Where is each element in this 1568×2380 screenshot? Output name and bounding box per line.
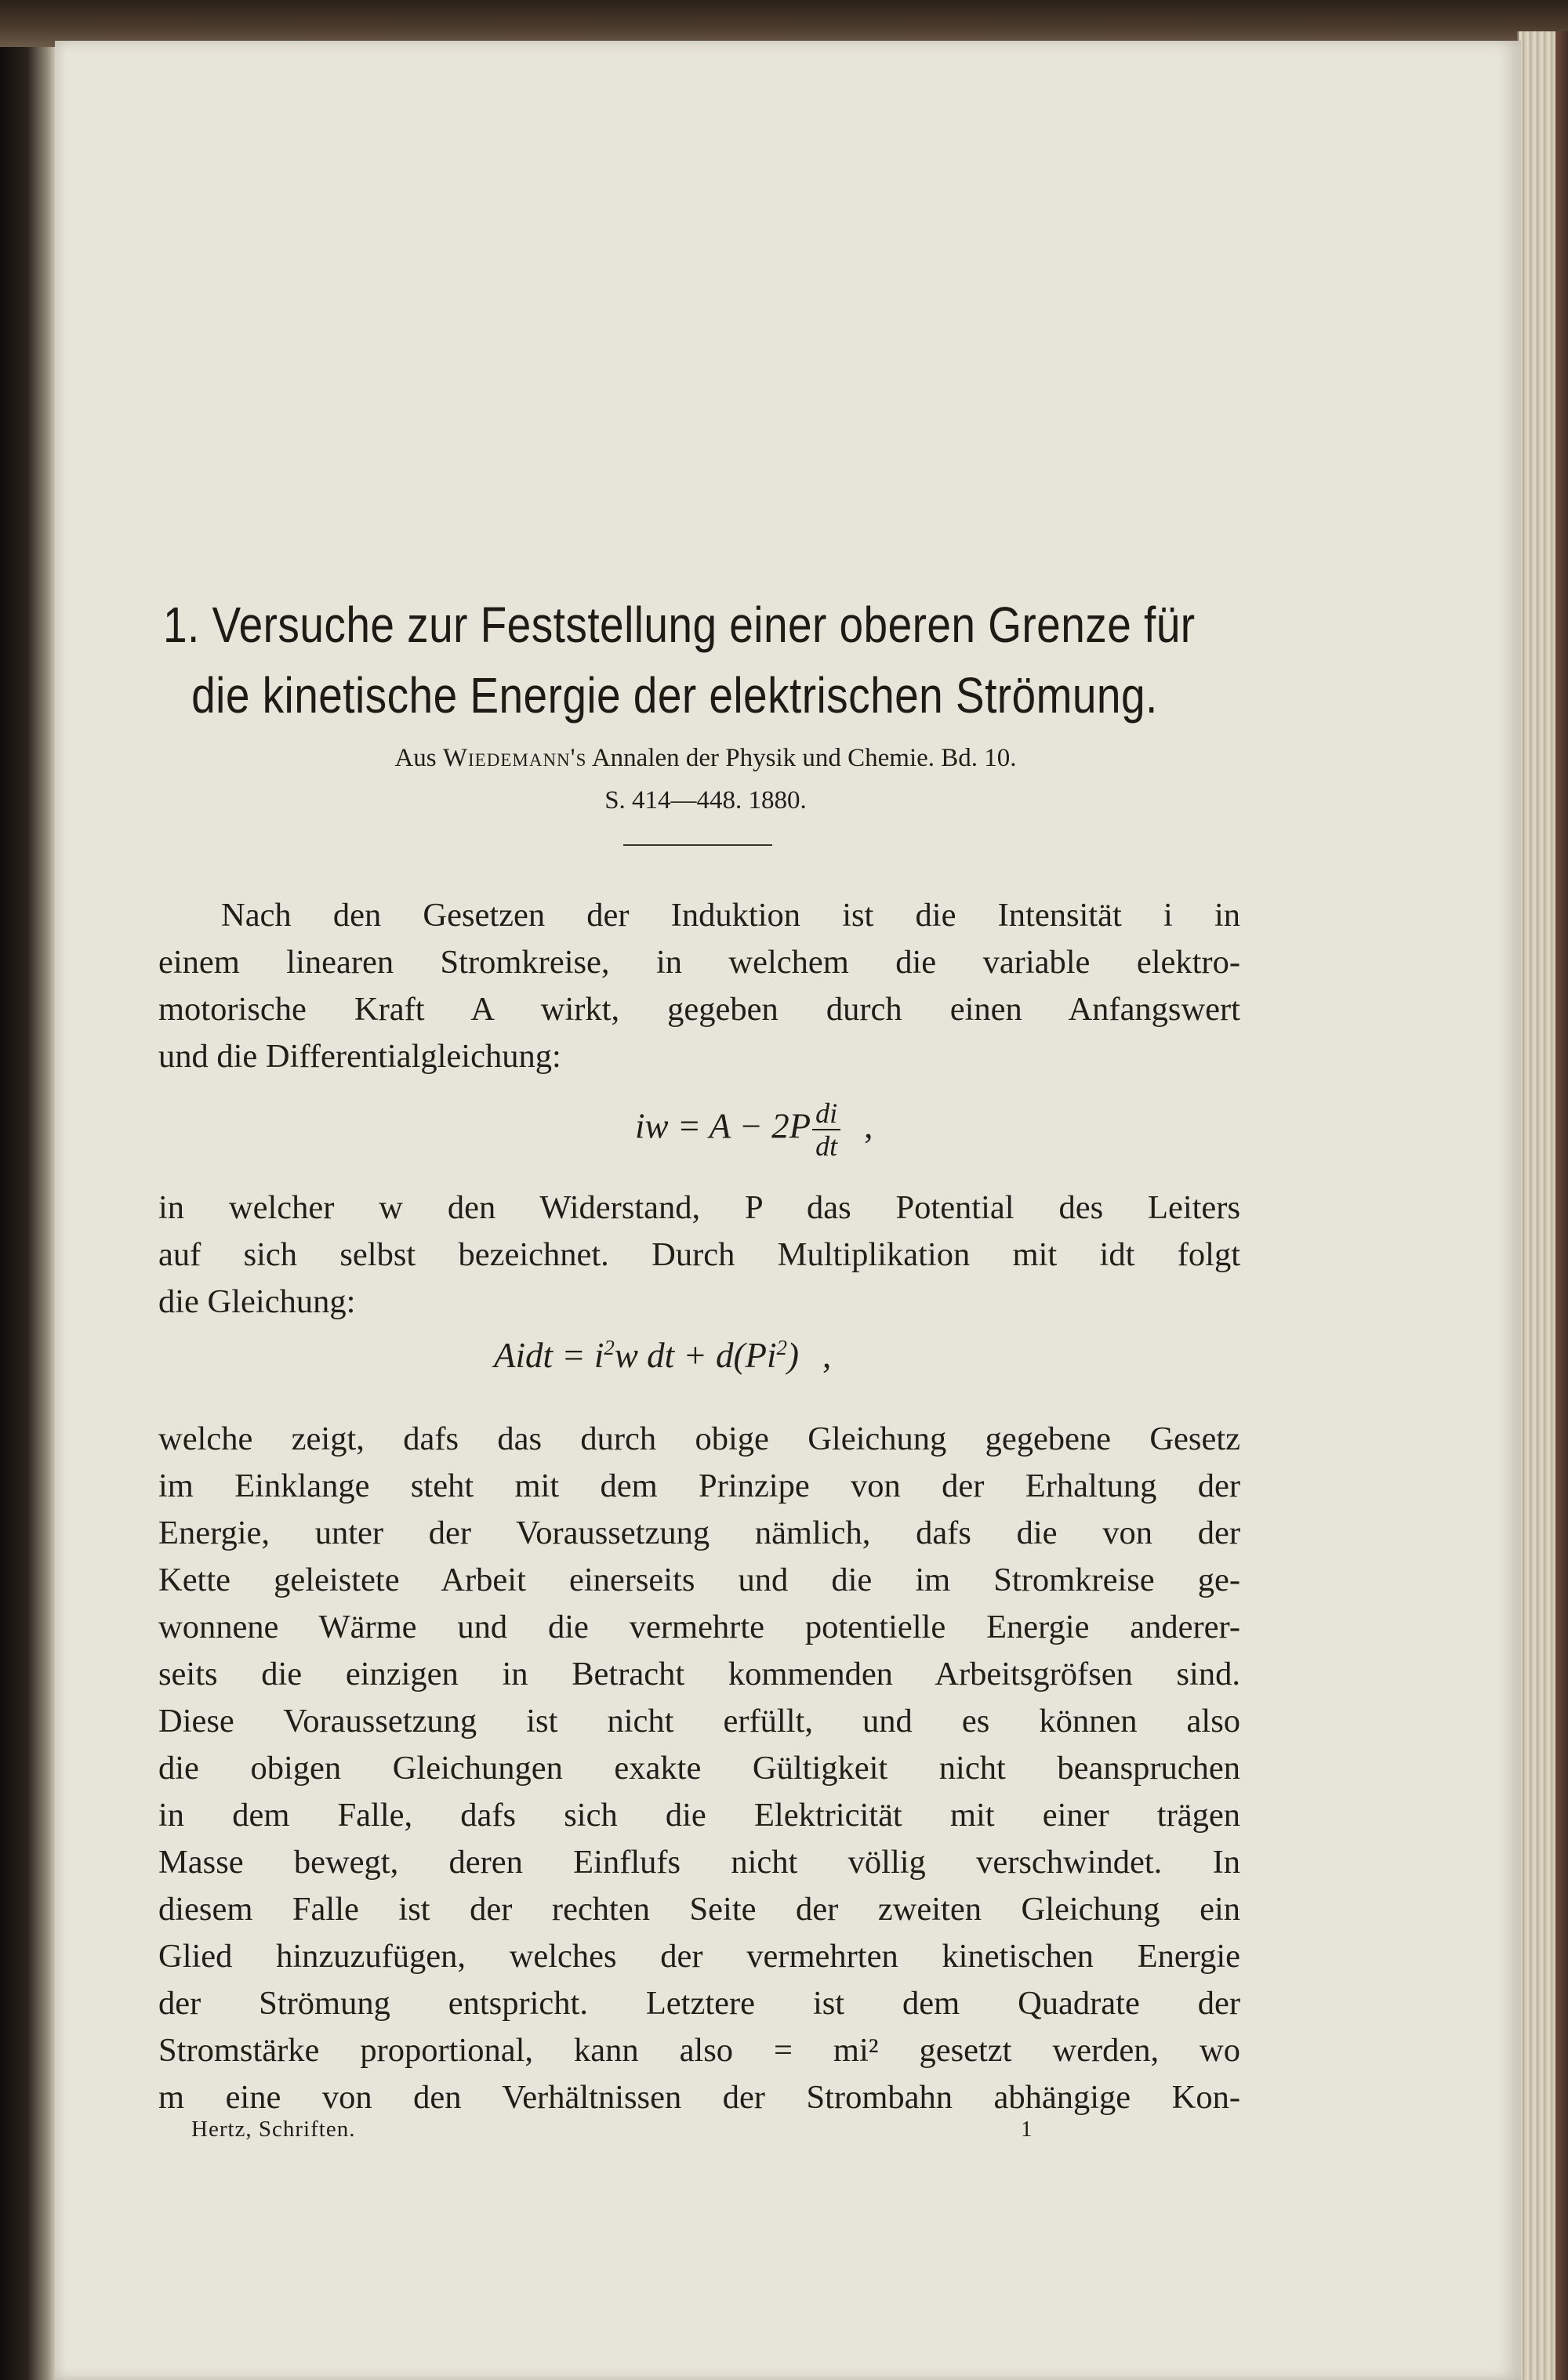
title-line-1: 1. Versuche zur Feststellung einer oberen Grenze für xyxy=(163,597,1196,653)
equation-1-comma: , xyxy=(864,1106,873,1146)
text-line: und die Differentialgleichung: xyxy=(158,1038,561,1075)
section-divider xyxy=(623,844,772,846)
equation-2 xyxy=(494,1335,831,1376)
footer-running-title: Hertz, Schriften. xyxy=(191,2117,356,2142)
text-line: motorische Kraft A wirkt, gegeben durch einen Anfangswert xyxy=(158,991,1240,1028)
text-line: Kette geleistete Arbeit einerseits und die im Stromkreise ge- xyxy=(158,1562,1240,1598)
paragraph-1 xyxy=(158,892,1240,1080)
paragraph-3 xyxy=(158,1416,1240,2121)
equation-2-exponent: 2 xyxy=(604,1336,615,1359)
text-line: die Gleichung: xyxy=(158,1283,356,1320)
source-line-2: S. 414—448. 1880. xyxy=(604,786,807,814)
paragraph-2 xyxy=(158,1185,1240,1326)
text-line: wonnene Wärme und die vermehrte potentielle Energie anderer- xyxy=(158,1609,1240,1645)
text-line: seits die einzigen in Betracht kommenden Arbeitsgröfsen sind. xyxy=(158,1656,1240,1692)
book-spine-shadow xyxy=(0,47,55,2380)
text-line: Stromstärke proportional, kann also = mi² gesetzt werden, wo xyxy=(158,2032,1240,2069)
text-line: Nach den Gesetzen der Induktion ist die Intensität i in xyxy=(221,897,1240,934)
equation-2-comma: , xyxy=(822,1336,832,1375)
equation-2-part: w dt + d(Pi xyxy=(614,1336,777,1375)
text-line: Glied hinzuzufügen, welches der vermehrten kinetischen Energie xyxy=(158,1938,1240,1975)
text-line: der Strömung entspricht. Letztere ist dem Quadrate der xyxy=(158,1985,1240,2022)
text-line: in dem Falle, dafs sich die Elektricität mit einer trägen xyxy=(158,1797,1240,1834)
equation-1-lhs: iw = A − 2P xyxy=(635,1106,811,1146)
source-author: Wiedemann's xyxy=(442,744,587,772)
text-line: im Einklange steht mit dem Prinzipe von der Erhaltung der xyxy=(158,1468,1240,1504)
text-line: auf sich selbst bezeichnet. Durch Multiplikation mit idt folgt xyxy=(158,1236,1240,1273)
fraction-numerator: di xyxy=(812,1097,840,1130)
footer-signature-mark: 1 xyxy=(1021,2117,1033,2142)
text-line: Energie, unter der Voraussetzung nämlich, dafs die von der xyxy=(158,1515,1240,1551)
equation-2-exponent: 2 xyxy=(776,1336,787,1359)
equation-1-fraction xyxy=(812,1097,840,1162)
text-line: einem linearen Stromkreise, in welchem die variable elektro- xyxy=(158,944,1240,981)
equation-2-part: Aidt = i xyxy=(494,1336,604,1375)
fraction-denominator: dt xyxy=(815,1130,838,1162)
text-line: welche zeigt, dafs das durch obige Gleichung gegebene Gesetz xyxy=(158,1420,1240,1457)
source-citation xyxy=(235,737,1176,822)
source-rest: Annalen der Physik und Chemie. Bd. 10. xyxy=(586,744,1017,772)
page-edges xyxy=(1517,31,1568,2380)
text-line: in welcher w den Widerstand, P das Potential des Leiters xyxy=(158,1189,1240,1226)
source-line-1 xyxy=(235,737,1176,779)
text-line: Masse bewegt, deren Einflufs nicht völlig verschwindet. In xyxy=(158,1844,1240,1881)
text-line: m eine von den Verhältnissen der Strombahn abhängige Kon- xyxy=(158,2079,1240,2116)
text-line: die obigen Gleichungen exakte Gültigkeit nicht beanspruchen xyxy=(158,1750,1240,1787)
source-prefix: Aus xyxy=(394,744,443,772)
equation-2-part: ) xyxy=(786,1336,799,1375)
article-title xyxy=(163,590,1196,731)
equation-1 xyxy=(635,1097,873,1162)
text-line: diesem Falle ist der rechten Seite der zweiten Gleichung ein xyxy=(158,1891,1240,1928)
text-line: Diese Voraussetzung ist nicht erfüllt, und es können also xyxy=(158,1703,1240,1740)
title-line-2: die kinetische Energie der elektrischen Strömung. xyxy=(191,667,1158,724)
